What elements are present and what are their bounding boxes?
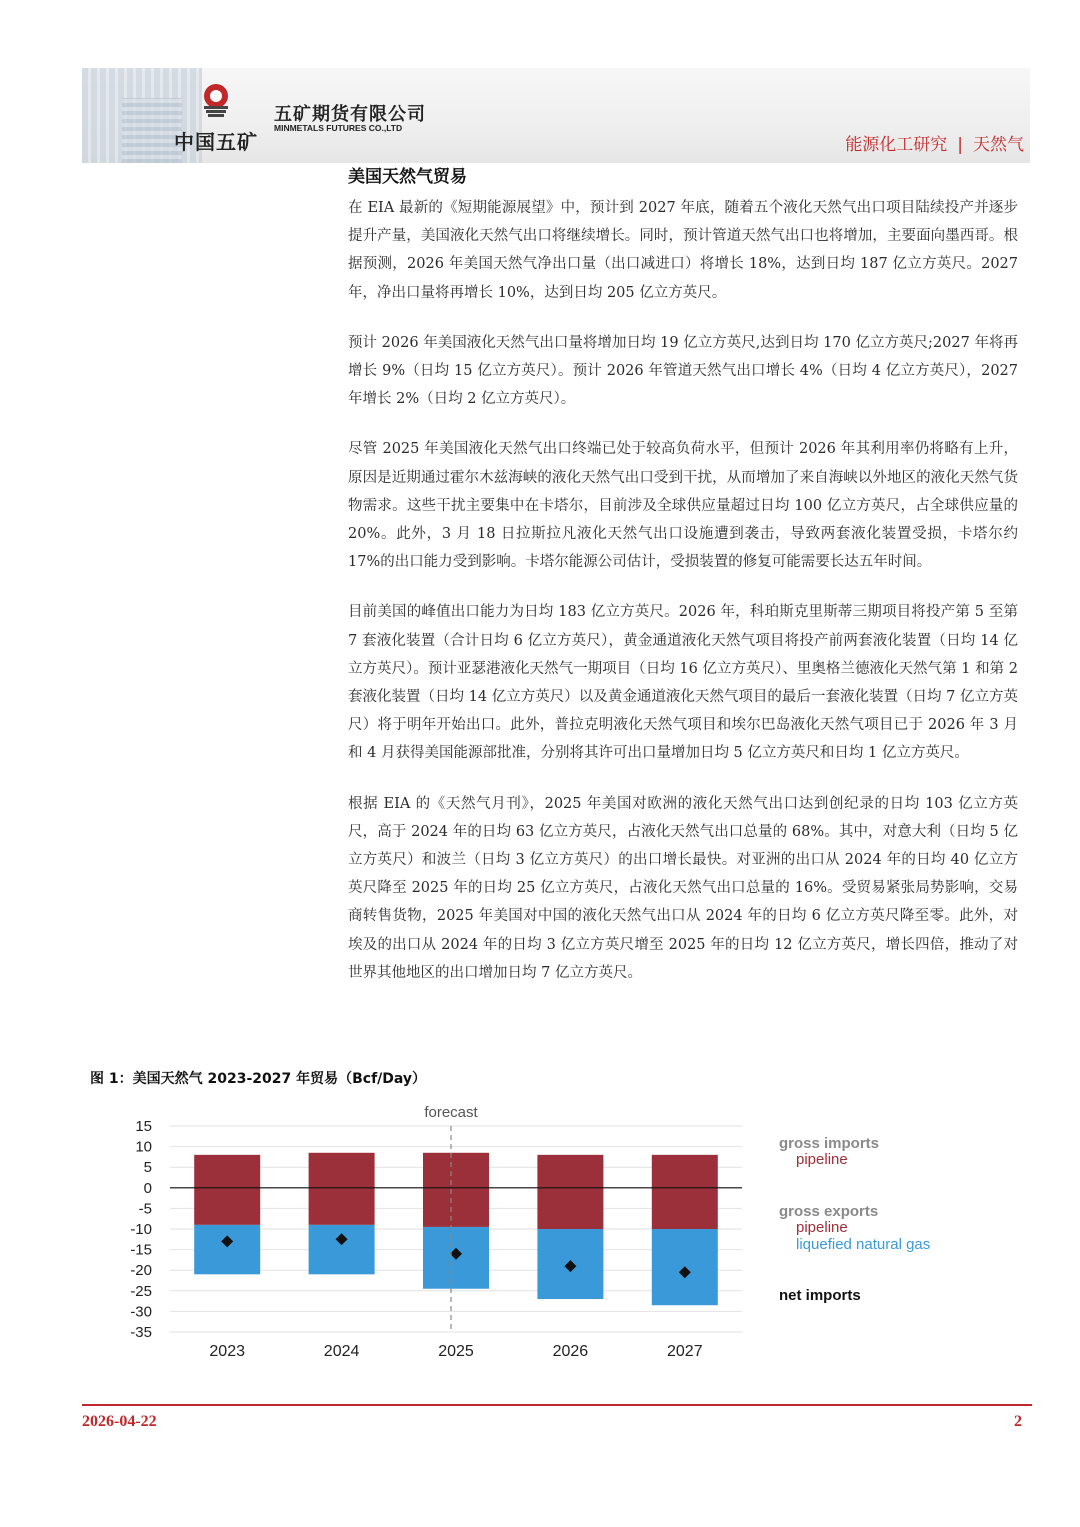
bar-gross-imports: [309, 1153, 375, 1188]
bar-gross-imports: [537, 1155, 603, 1188]
bar-lng-exports: [309, 1225, 375, 1274]
x-tick-label: 2024: [323, 1343, 360, 1360]
paragraph-3: 尽管 2025 年美国液化天然气出口终端已处于较高负荷水平，但预计 2026 年其利用率仍将略有上升，原因是近期通过霍尔木兹海峡的液化天然气出口受到干扰，从而增加了来自海峡以外地区的液化天然气货物需求。这些干扰主要集中在卡塔尔，目前涉及全球供应量超过日均 100 亿立方英尺，占全球供应量的 20%。此外，3 月 18 日拉斯拉凡液化天然气出口设施遭到袭击，导致两套液化装置受损，卡塔尔约 17%的出口能力受到影响。卡塔尔能源公司估计，受损装置的修复可能需要长达五年时间。: [348, 441, 1018, 571]
legend-exports-pipeline: pipeline: [796, 1219, 848, 1236]
forecast-label: forecast: [424, 1104, 478, 1121]
y-tick-label: 10: [135, 1138, 152, 1156]
y-tick-label: -25: [130, 1282, 152, 1300]
header-category: [845, 130, 1024, 155]
y-tick-label: -5: [138, 1200, 152, 1218]
trade-chart: [82, 1096, 1022, 1376]
x-tick-label: 2023: [209, 1343, 245, 1360]
logo-text: 中国五矿: [174, 130, 258, 154]
header-dept: 能源化工研究: [845, 135, 948, 155]
footer-divider: [82, 1404, 1032, 1406]
paragraph-2: 预计 2026 年美国液化天然气出口量将增加日均 19 亿立方英尺,达到日均 170 亿立方英尺;2027 年将再增长 9%（日均 15 亿立方英尺）。预计 2026 年管道天然气出口增长 4%（日均 4 亿立方英尺），2027 年增长 2%（日均 2 亿立方英尺）。: [348, 334, 1018, 408]
bar-gross-imports: [423, 1153, 489, 1188]
y-tick-label: -30: [130, 1303, 152, 1321]
legend-net-imports: net imports: [779, 1287, 861, 1304]
y-tick-label: -10: [130, 1221, 152, 1238]
paragraph-5: 根据 EIA 的《天然气月刊》，2025 年美国对欧洲的液化天然气出口达到创纪录的日均 103 亿立方英尺，高于 2024 年的日均 63 亿立方英尺，占液化天然气出口总量的 68%。其中，对意大利（日均 5 亿立方英尺）和波兰（日均 3 亿立方英尺）的出口增长最快。对亚洲的出口从 2024 年的日均 40 亿立方英尺降至 2025 年的日均 25 亿立方英尺，占液化天然气出口总量的 16%。受贸易紧张局势影响，交易商转售货物，2025 年美国对中国的液化天然气出口从 2024 年的日均 6 亿立方英尺降至零。此外，对埃及的出口从 2024 年的日均 3 亿立方英尺增至 2025 年的日均 12 亿立方英尺，增长四倍，推动了对世界其他地区的出口增加日均 7 亿立方英尺。: [348, 795, 1018, 981]
bar-pipeline-exports: [309, 1188, 375, 1225]
company-name-cn: 五矿期货有限公司: [274, 104, 426, 125]
bar-pipeline-exports: [652, 1188, 718, 1229]
y-tick-label: 5: [143, 1159, 152, 1177]
bar-lng-exports: [194, 1225, 260, 1274]
paragraph-4: 目前美国的峰值出口能力为日均 183 亿立方英尺。2026 年，科珀斯克里斯蒂三期项目将投产第 5 至第 7 套液化装置（合计日均 6 亿立方英尺），黄金通道液化天然气项目将投产前两套液化装置（日均 14 亿立方英尺）。预计亚瑟港液化天然气一期项目（日均 16 亿立方英尺）、里奥格兰德液化天然气第 1 和第 2 套液化装置（日均 14 亿立方英尺）以及黄金通道液化天然气项目的最后一套液化装置（日均 7 亿立方英尺）将于明年开始出口。此外，普拉克明液化天然气项目和埃尔巴岛液化天然气项目已于 2026 年 3 月和 4 月获得美国能源部批准，分别将其许可出口量增加日均 5 亿立方英尺和日均 1 亿立方英尺。: [348, 604, 1018, 762]
bar-pipeline-exports: [423, 1188, 489, 1227]
header-topic: 天然气: [973, 135, 1024, 155]
y-tick-label: -35: [130, 1324, 152, 1341]
page-number: 2: [1014, 1413, 1022, 1430]
section-title: 美国天然气贸易: [348, 167, 467, 187]
y-tick-label: -20: [130, 1262, 152, 1280]
bar-gross-imports: [194, 1155, 260, 1188]
figure-caption: 图 1：美国天然气 2023-2027 年贸易（Bcf/Day）: [90, 1071, 427, 1087]
header-separator: |: [957, 135, 963, 155]
legend-lng: liquefied natural gas: [796, 1236, 931, 1253]
y-tick-label: 15: [135, 1118, 152, 1135]
y-tick-label: -15: [130, 1241, 152, 1259]
legend-gross-exports: gross exports: [779, 1203, 879, 1220]
bar-gross-imports: [652, 1155, 718, 1188]
x-tick-label: 2027: [667, 1343, 703, 1360]
bar-pipeline-exports: [537, 1188, 603, 1229]
paragraph-1: 在 EIA 最新的《短期能源展望》中，预计到 2027 年底，随着五个液化天然气出口项目陆续投产并逐步提升产量，美国液化天然气出口将继续增长。同时，预计管道天然气出口也将增加，主要面向墨西哥。根据预测，2026 年美国天然气净出口量（出口减进口）将增长 18%，达到日均 187 亿立方英尺。2027 年，净出口量将再增长 10%，达到日均 205 亿立方英尺。: [348, 200, 1018, 301]
minmetals-logo-icon: [198, 82, 234, 118]
x-tick-label: 2025: [438, 1343, 474, 1360]
page-header: [82, 68, 1030, 163]
building-graphic-2: [122, 98, 182, 163]
legend-imports-pipeline: pipeline: [796, 1151, 848, 1168]
legend-gross-imports: gross imports: [779, 1135, 880, 1152]
footer-date: 2026-04-22: [82, 1413, 157, 1430]
article-body: [348, 164, 1018, 1009]
x-tick-label: 2026: [552, 1343, 589, 1360]
company-name-en: MINMETALS FUTURES CO.,LTD: [274, 123, 403, 133]
bar-pipeline-exports: [194, 1188, 260, 1225]
y-tick-label: 0: [143, 1179, 152, 1197]
